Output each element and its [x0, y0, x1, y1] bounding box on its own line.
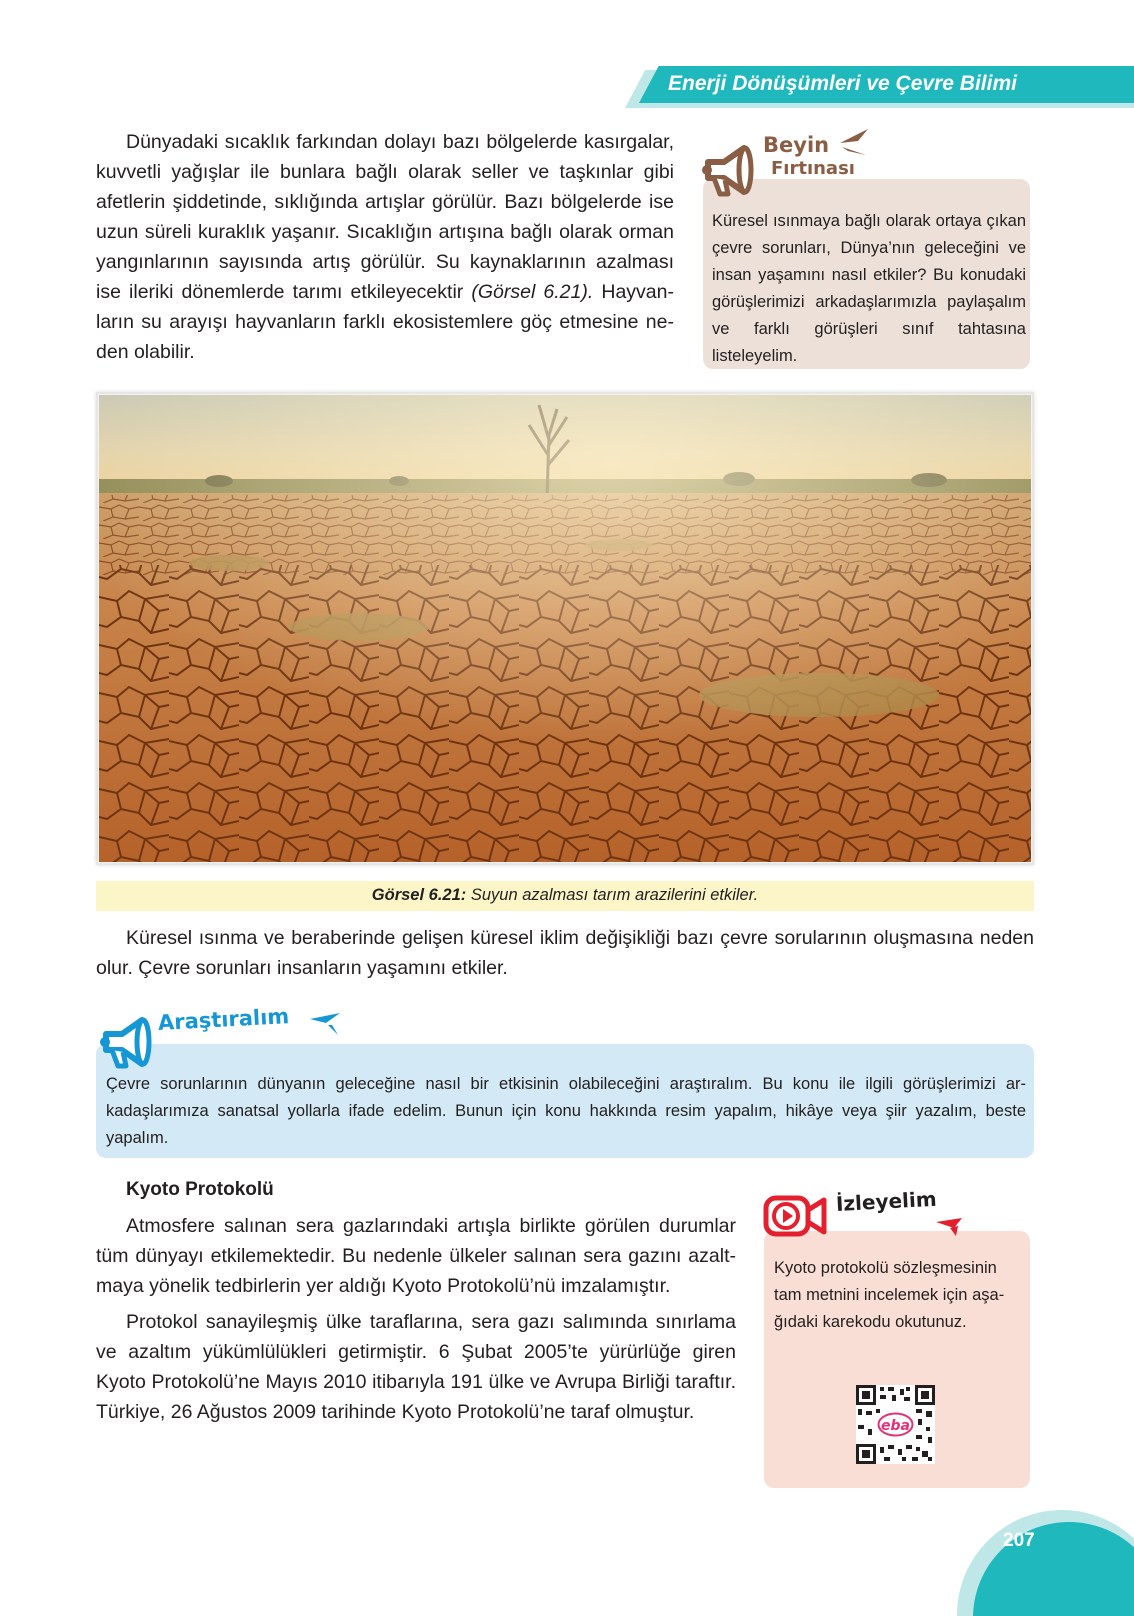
figure-reference: (Görsel 6.21). — [471, 281, 594, 303]
spark-icon — [838, 125, 872, 165]
chapter-title: Enerji Dönüşümleri ve Çevre Bilimi — [668, 72, 1017, 95]
watch-text: Kyoto protokolü sözleşmesinin tam metnini incelemek için aşağıdaki karekodu okutunuz. — [774, 1259, 1005, 1331]
qr-code[interactable] — [856, 1385, 935, 1464]
spark-icon — [934, 1216, 964, 1238]
dry-cracked-land-photo — [99, 395, 1031, 862]
watch-title: İzleyelim — [835, 1186, 938, 1216]
brainstorm-text: Küresel ısınmaya bağlı olarak ortaya çıkan çevre sorunları, Dünya’nın geleceğini ve insan yaşamını nasıl etkiler? Bu konudaki görüşlerimizi arkadaşlarımızla paylaşalım ve farklı görüşleri sınıf tahtasına listeleyelim. — [712, 212, 1026, 365]
research-text: Çevre sorunlarının dünyanın geleceğine nasıl bir etkisinin olabileceğini araştıralım. Bu konu ile ilgili görüşlerimizi arkadaşlarımıza sanatsal yollarla ifade edelim. Bunun için konu hakkında resim yapalım, hikâye veya şiir yazalım, beste yapalım. — [106, 1075, 1026, 1147]
brainstorm-title-line2: Fırtınası — [771, 158, 855, 179]
megaphone-icon — [96, 1010, 160, 1074]
spark-icon — [308, 1011, 342, 1039]
brainstorm-title: Beyin — [763, 133, 830, 157]
megaphone-icon — [698, 138, 762, 202]
video-camera-icon — [762, 1192, 828, 1240]
page-number-badge — [957, 1510, 1134, 1616]
kyoto-paragraph-2: Protokol sanayileşmiş ülke taraflarına, sera gazı salımında sınırlama ve azaltım yükümlülükleri getirmiştir. 6 Şubat 2005’te yürürlüğe giren Kyoto Protokolü’ne Mayıs 2010 itibarıyla 191 ülke ve Avrupa Birliği taraftır. Türkiye, 26 Ağustos 2009 tarihinde Kyoto Protokolü’ne taraf olmuştur. — [96, 1311, 736, 1423]
figure-label: Görsel 6.21: — [371, 886, 467, 904]
kyoto-paragraph-1: Atmosfere salınan sera gazlarındaki artışla birlikte görülen durumlar tüm dünyayı etkilemektedir. Bu nedenle ülkeler salınan sera gazını azaltmaya yönelik tedbirlerin yer aldığı Kyoto Protokolü’nü imzalamıştır. — [96, 1215, 736, 1297]
figure-caption: Görsel 6.21: Suyun azalması tarım arazilerini etkiler. — [371, 886, 759, 904]
qr-logo: eba — [881, 1418, 910, 1434]
research-title: Araştıralım — [157, 1004, 290, 1035]
page-number: 207 — [1003, 1530, 1035, 1551]
kyoto-heading: Kyoto Protokolü — [126, 1179, 274, 1200]
kyoto-section — [96, 1175, 736, 1433]
climate-paragraph: Küresel ısınma ve beraberinde gelişen küresel iklim değişikliği bazı çevre sorularının oluşmasına neden olur. Çevre sorunları insanların yaşamını etkiler. — [96, 927, 1034, 979]
intro-paragraph: Dünyadaki sıcaklık farkından dolayı bazı bölgelerde kasırgalar, kuvvetli yağışlar ile bunlara bağlı olarak seller ve taşkınlar gibi afetlerin şiddetinde, sıklığında artışlar görülür. Bazı bölgelerde ise uzun süreli kuraklık yaşanır. Sıcaklığın artışına bağlı olarak orman yangınlarının sayısında artış görülür. Su kaynaklarının azalması ise ileriki dönemlerde tarımı etkileyecektir (Görsel 6.21). Hayvanların su arayışı hayvanların farklı ekosistemlere göç etmesine neden olabilir. — [96, 131, 674, 363]
